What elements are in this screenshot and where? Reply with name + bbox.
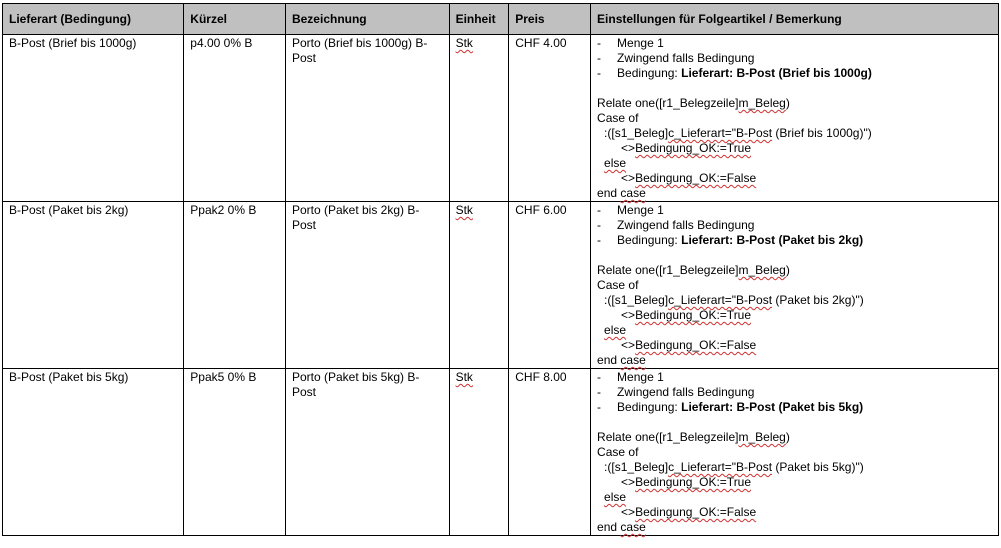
code-line: <>Bedingung_OK:=False xyxy=(621,171,757,185)
table-header-row xyxy=(3,4,999,35)
code-line: <>Bedingung_OK:=False xyxy=(621,338,757,352)
einheit-value: Stk xyxy=(455,36,473,50)
header-einstellungen: Einstellungen für Folgeartikel / Bemerkung xyxy=(591,4,999,35)
code-line: Case of xyxy=(597,111,639,125)
code-line: Case of xyxy=(597,445,639,459)
code-line: end case xyxy=(597,186,646,200)
settings-list xyxy=(597,36,992,81)
list-item xyxy=(597,233,992,248)
cell-preis: CHF 6.00 xyxy=(509,202,591,369)
header-bezeichnung: Bezeichnung xyxy=(285,4,449,35)
settings-list xyxy=(597,370,992,415)
bedingung-value: Lieferart: B-Post (Paket bis 2kg) xyxy=(681,233,864,247)
list-item: - Zwingend falls Bedingung xyxy=(597,385,992,400)
code-line: :([s1_Beleg]c_Lieferart="B-Post (Paket bis 5kg)") xyxy=(604,460,864,474)
code-line: <>Bedingung_OK:=True xyxy=(621,141,752,155)
list-item xyxy=(597,66,992,81)
cell-bezeichnung: Porto (Brief bis 1000g) B-Post xyxy=(285,35,449,202)
list-item: - Zwingend falls Bedingung xyxy=(597,218,992,233)
cell-lieferart: B-Post (Paket bis 2kg) xyxy=(3,202,184,369)
cell-bezeichnung: Porto (Paket bis 2kg) B-Post xyxy=(285,202,449,369)
header-preis: Preis xyxy=(509,4,591,35)
cell-einstellungen xyxy=(591,369,999,536)
cell-preis: CHF 4.00 xyxy=(509,35,591,202)
code-line: else xyxy=(604,323,627,337)
cell-kuerzel: p4.00 0% B xyxy=(184,35,286,202)
code-line: <>Bedingung_OK:=False xyxy=(621,505,757,519)
einheit-value: Stk xyxy=(455,370,473,384)
settings-list xyxy=(597,203,992,248)
code-line: <>Bedingung_OK:=True xyxy=(621,475,752,489)
code-line: end case xyxy=(597,520,646,534)
list-item: - Menge 1 xyxy=(597,36,992,51)
cell-bezeichnung: Porto (Paket bis 5kg) B-Post xyxy=(285,369,449,536)
list-item: - Menge 1 xyxy=(597,203,992,218)
cell-preis: CHF 8.00 xyxy=(509,369,591,536)
cell-lieferart: B-Post (Brief bis 1000g) xyxy=(3,35,184,202)
list-item xyxy=(597,400,992,415)
list-item: - Menge 1 xyxy=(597,370,992,385)
code-line: else xyxy=(604,156,627,170)
cell-einstellungen xyxy=(591,35,999,202)
bedingung-prefix: Bedingung: xyxy=(617,233,682,247)
cell-einheit xyxy=(449,369,509,536)
bedingung-value: Lieferart: B-Post (Paket bis 5kg) xyxy=(681,400,864,414)
code-line: Relate one([r1_Belegzeile]m_Beleg) xyxy=(597,430,790,444)
code-line: else xyxy=(604,490,627,504)
code-line: end case xyxy=(597,353,646,367)
cell-einheit xyxy=(449,202,509,369)
table-row xyxy=(3,202,999,369)
code-line: Relate one([r1_Belegzeile]m_Beleg) xyxy=(597,263,790,277)
code-line: Case of xyxy=(597,278,639,292)
code-line: Relate one([r1_Belegzeile]m_Beleg) xyxy=(597,96,790,110)
list-item: - Zwingend falls Bedingung xyxy=(597,51,992,66)
table-row xyxy=(3,35,999,202)
code-block xyxy=(597,263,992,368)
delivery-conditions-table xyxy=(2,3,999,536)
code-line: <>Bedingung_OK:=True xyxy=(621,308,752,322)
header-kuerzel: Kürzel xyxy=(184,4,286,35)
code-block xyxy=(597,96,992,201)
cell-kuerzel: Ppak5 0% B xyxy=(184,369,286,536)
cell-kuerzel: Ppak2 0% B xyxy=(184,202,286,369)
code-block xyxy=(597,430,992,535)
bedingung-value: Lieferart: B-Post (Brief bis 1000g) xyxy=(681,66,872,80)
cell-einheit xyxy=(449,35,509,202)
code-line: :([s1_Beleg]c_Lieferart="B-Post (Paket bis 2kg)") xyxy=(604,293,864,307)
code-line: :([s1_Beleg]c_Lieferart="B-Post (Brief bis 1000g)") xyxy=(604,126,872,140)
cell-lieferart: B-Post (Paket bis 5kg) xyxy=(3,369,184,536)
cell-einstellungen xyxy=(591,202,999,369)
table-row xyxy=(3,369,999,536)
header-einheit: Einheit xyxy=(449,4,509,35)
einheit-value: Stk xyxy=(455,203,473,217)
bedingung-prefix: Bedingung: xyxy=(617,66,682,80)
bedingung-prefix: Bedingung: xyxy=(617,400,682,414)
header-lieferart: Lieferart (Bedingung) xyxy=(3,4,184,35)
